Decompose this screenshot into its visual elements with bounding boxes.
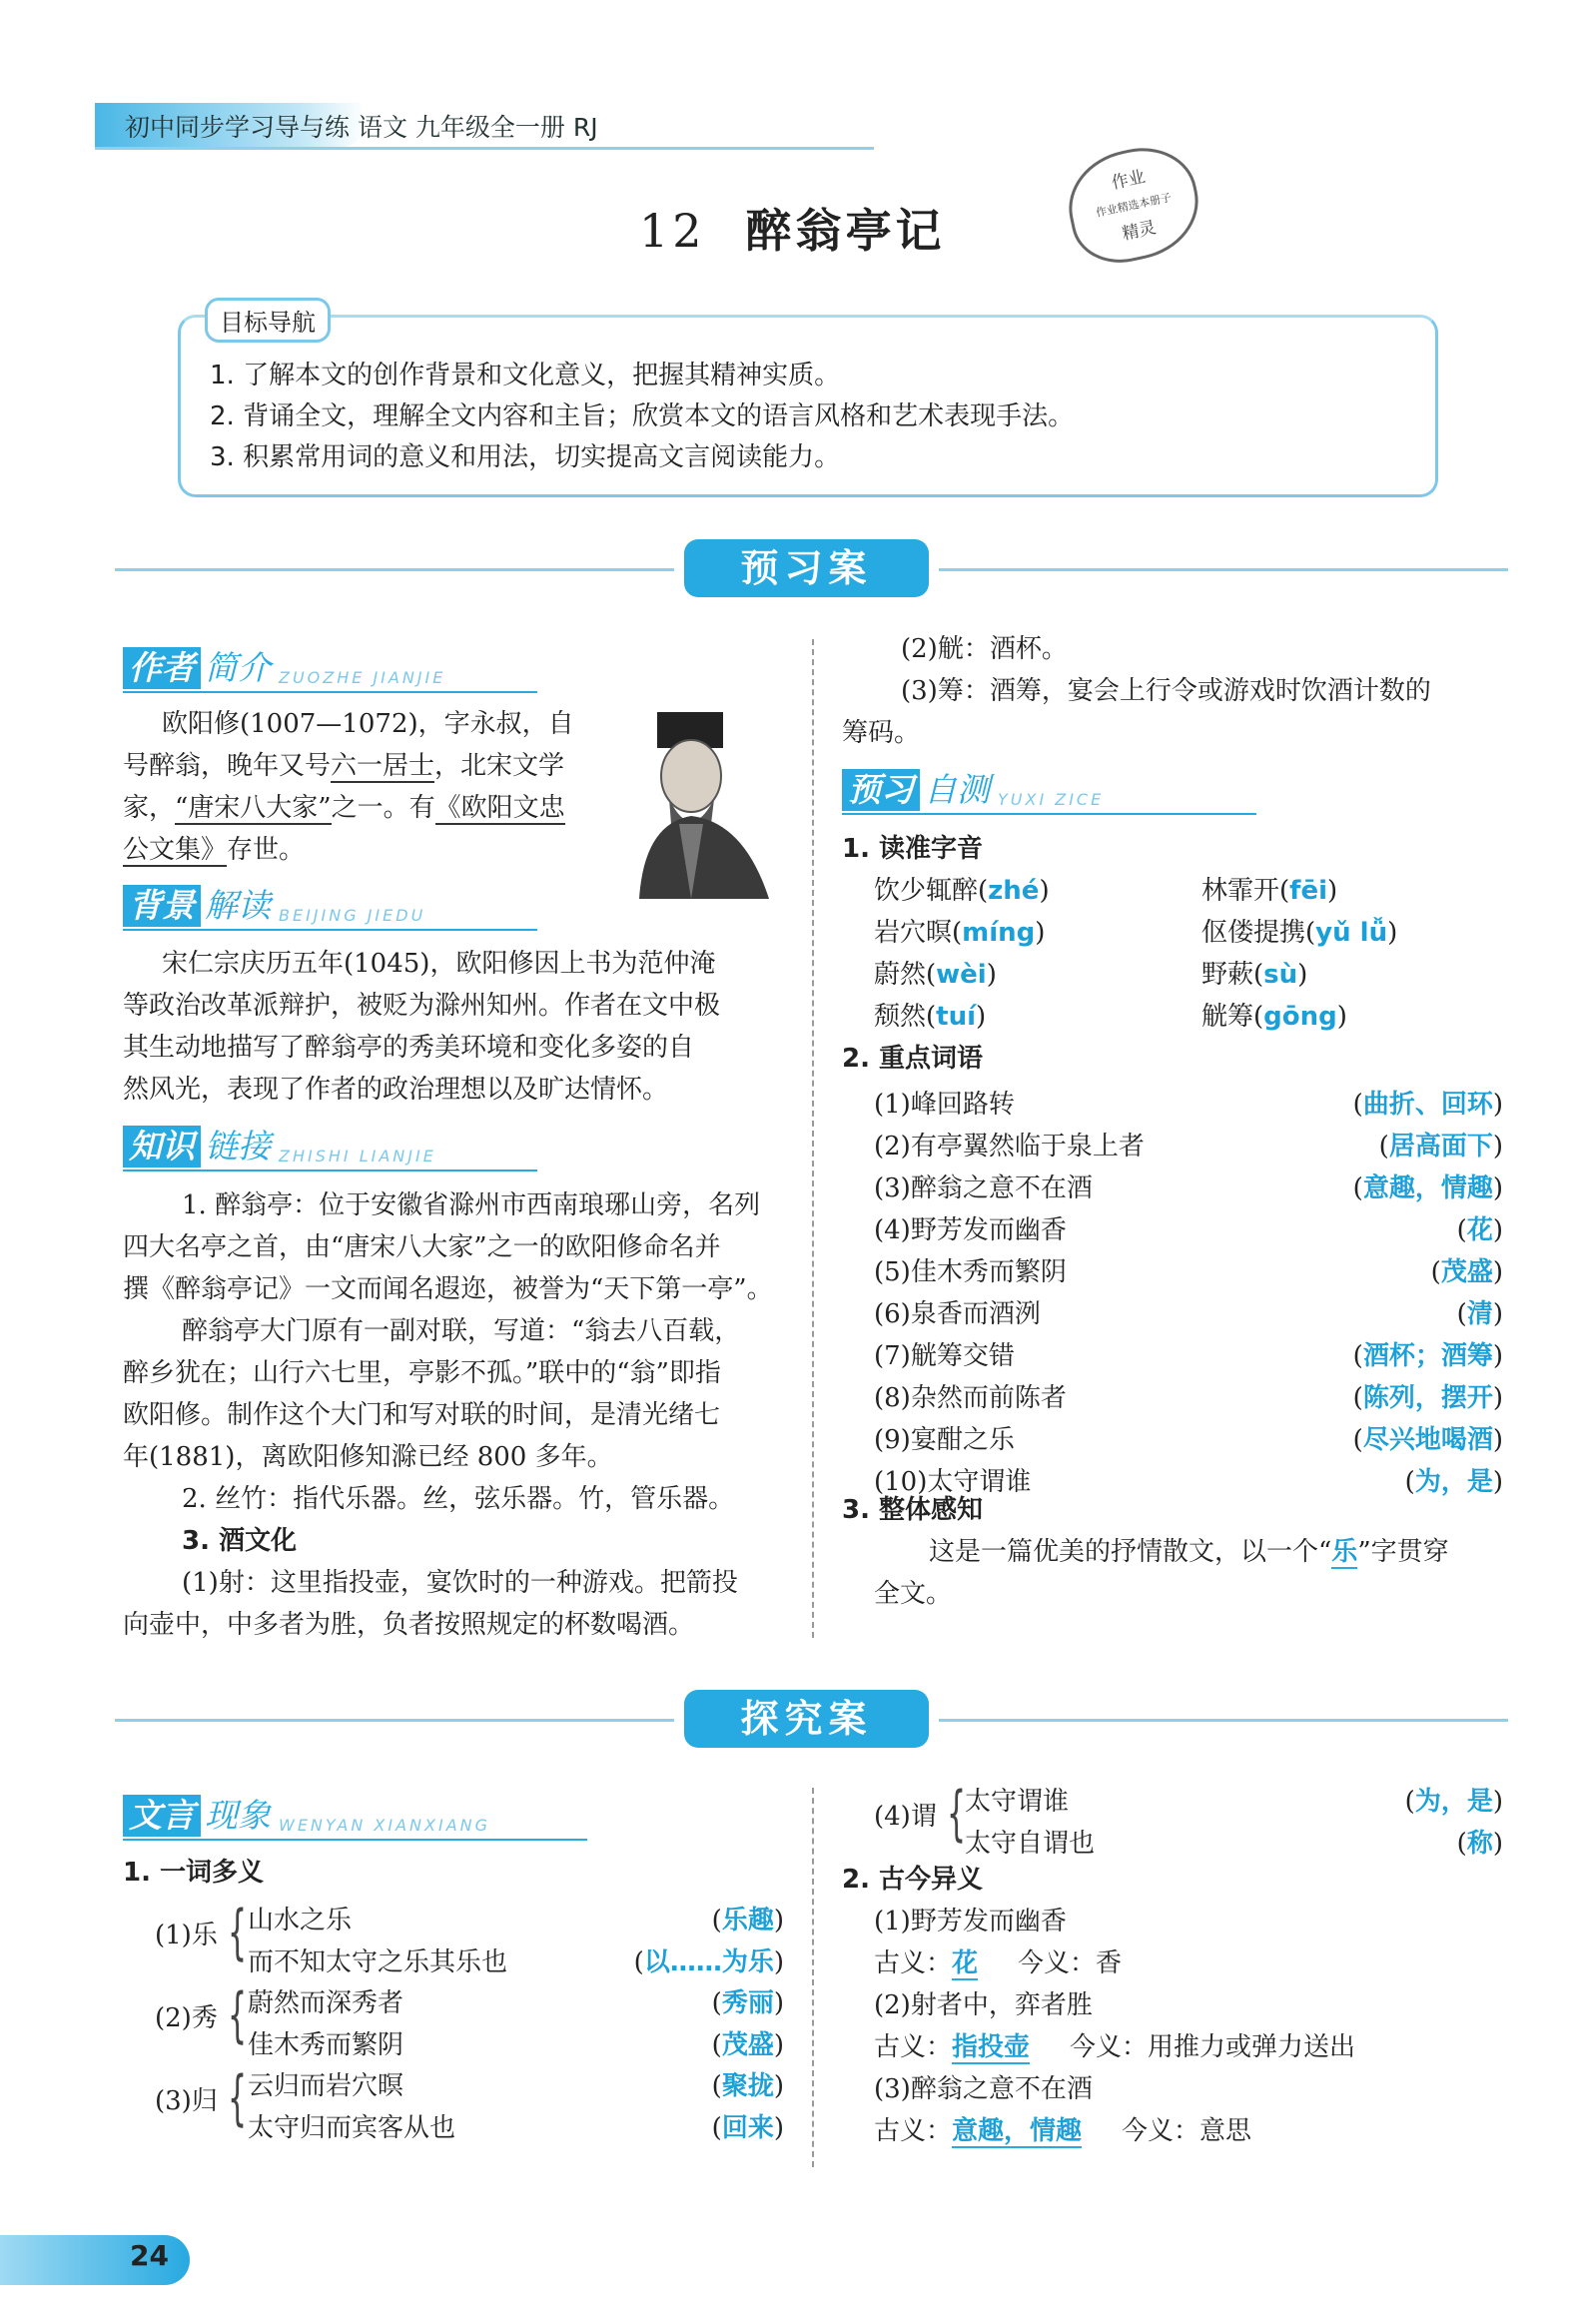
heading-text: 链接 — [205, 1127, 271, 1165]
heading-block: 知识 — [123, 1126, 201, 1167]
heading-block: 作者 — [123, 647, 201, 689]
pron-item: 颓然(tuí) — [874, 1002, 987, 1032]
word-item: (4)野芳发而幽香 (花) — [874, 1215, 1503, 1245]
pron-item: 野蔌(sù) — [1201, 960, 1308, 990]
banner-label: 预习案 — [684, 539, 929, 597]
knowledge-line: 3. 酒文化 — [182, 1526, 298, 1556]
goal-item: 3. 积累常用词的意义和用法，切实提高文言阅读能力。 — [210, 442, 841, 472]
section-heading-background — [123, 885, 425, 927]
heading-pinyin: BEIJING JIEDU — [279, 906, 426, 925]
pron-item: 林霏开(fēi) — [1201, 876, 1338, 906]
author-line: 家，“唐宋八大家”之一。有《欧阳文忠 — [123, 793, 565, 823]
heading-text: 现象 — [205, 1796, 271, 1835]
section-banner-explore — [115, 1690, 1508, 1750]
polysemy-row: 云归而岩穴暝 (聚拢) — [248, 2071, 784, 2101]
knowledge-line: (3)筹：酒筹，宴会上行令或游戏时饮酒计数的 — [901, 676, 1431, 706]
knowledge-line: 醉翁亭大门原有一副对联，写道：“翁去八百载， — [182, 1316, 741, 1346]
knowledge-line: (1)射：这里指投壶，宴饮时的一种游戏。把箭投 — [182, 1568, 738, 1598]
heading-pinyin: ZHISHI LIANJIE — [279, 1147, 436, 1165]
heading-text: 自测 — [924, 770, 990, 809]
section-heading-wenyan — [123, 1795, 490, 1837]
knowledge-line: 向壶中，中多者为胜，负者按照规定的杯数喝酒。 — [123, 1610, 695, 1640]
gujin-answer: 古义：指投壶 今义：用推力或弹力送出 — [874, 2032, 1356, 2062]
column-divider — [812, 639, 814, 1638]
polysemy-row: 佳木秀而繁阴 (茂盛) — [248, 2030, 784, 2060]
heading-pinyin: ZUOZHE JIANJIE — [279, 668, 446, 687]
author-line: 公文集》存世。 — [123, 835, 306, 865]
knowledge-line: 欧阳修。制作这个大门和写对联的时间，是清光绪七 — [123, 1400, 721, 1430]
word-item: (6)泉香而酒洌 (清) — [874, 1299, 1503, 1329]
polysemy-label: (2)秀 — [155, 2003, 218, 2033]
section-heading-knowledge — [123, 1126, 436, 1167]
polysemy-label: (1)乐 — [155, 1921, 218, 1950]
brace-icon: { — [947, 1779, 967, 1849]
polysemy-row: 太守自谓也 (称) — [965, 1829, 1503, 1859]
question-title: 3. 整体感知 — [842, 1495, 984, 1525]
stamp-text: 精灵 — [1120, 218, 1159, 245]
question-title: 1. 读准字音 — [842, 834, 984, 864]
polysemy-row: 山水之乐 (乐趣) — [248, 1906, 784, 1936]
gujin-question: (1)野芳发而幽香 — [874, 1907, 1067, 1937]
background-line: 宋仁宗庆历五年(1045)，欧阳修因上书为范仲淹 — [162, 949, 716, 979]
knowledge-line: (2)觥：酒杯。 — [901, 634, 1068, 664]
gujin-answer: 古义：意趣，情趣 今义：意思 — [874, 2116, 1252, 2146]
knowledge-line: 醉乡犹在；山行六七里，亭影不孤。”联中的“翁”即指 — [123, 1358, 721, 1388]
gujin-question: (3)醉翁之意不在酒 — [874, 2074, 1093, 2104]
heading-block: 预习 — [842, 769, 920, 811]
word-item: (10)太守谓谁 (为，是) — [874, 1467, 1503, 1497]
question-title: 2. 重点词语 — [842, 1044, 984, 1074]
stamp-text: 作业精选本册子 — [1095, 191, 1174, 220]
goal-item: 1. 了解本文的创作背景和文化意义，把握其精神实质。 — [210, 361, 841, 390]
column-divider — [812, 1788, 814, 2167]
polysemy-row: 太守谓谁 (为，是) — [965, 1787, 1503, 1817]
stamp-text: 作业 — [1110, 167, 1148, 194]
lesson-title — [639, 195, 946, 261]
author-line: 号醉翁，晚年又号六一居士，北宋文学 — [123, 751, 565, 781]
polysemy-label: (3)归 — [155, 2086, 218, 2116]
knowledge-line: 1. 醉翁亭：位于安徽省滁州市西南琅琊山旁，名列 — [182, 1190, 761, 1220]
polysemy-row: 太守归而宾客从也 (回来) — [248, 2113, 784, 2143]
lesson-number: 12 — [639, 204, 706, 258]
heading-text: 简介 — [205, 648, 271, 687]
knowledge-line: 年(1881)，离欧阳修知滁已经 800 多年。 — [123, 1442, 613, 1472]
goals-tag: 目标导航 — [205, 298, 331, 343]
heading-block: 背景 — [123, 885, 201, 927]
banner-label: 探究案 — [684, 1690, 929, 1748]
brace-icon: { — [228, 2063, 248, 2133]
gujin-answer: 古义：花 今义：香 — [874, 1948, 1123, 1978]
heading-pinyin: WENYAN XIANXIANG — [279, 1816, 491, 1835]
page-number-tab — [95, 2235, 195, 2285]
author-line: 欧阳修(1007—1072)，字永叔，自 — [162, 709, 574, 739]
pron-item: 伛偻提携(yǔ lǚ) — [1201, 918, 1398, 948]
section-heading-author — [123, 647, 445, 689]
polysemy-row: 而不知太守之乐其乐也 (以……为乐) — [248, 1947, 784, 1977]
word-item: (7)觥筹交错 (酒杯；酒筹) — [874, 1341, 1503, 1371]
book-title: 初中同步学习导与练 语文 九年级全一册 RJ — [125, 113, 598, 142]
page-number: 24 — [130, 2239, 169, 2272]
knowledge-line: 2. 丝竹：指代乐器。丝，弦乐器。竹，管乐器。 — [182, 1484, 735, 1514]
gujin-question: (2)射者中，弈者胜 — [874, 1990, 1093, 2020]
section-heading-selftest — [842, 769, 1104, 811]
brace-icon: { — [228, 1898, 248, 1967]
pron-item: 觥筹(gōng) — [1201, 1002, 1347, 1032]
background-line: 其生动地描写了醉翁亭的秀美环境和变化多姿的自 — [123, 1033, 695, 1063]
heading-block: 文言 — [123, 1795, 201, 1837]
section-banner-preview — [115, 539, 1508, 599]
ouyang-xiu-portrait-icon — [619, 704, 784, 899]
summary-line: 这是一篇优美的抒情散文，以一个“乐”字贯穿 — [929, 1537, 1449, 1567]
word-item: (3)醉翁之意不在酒 (意趣，情趣) — [874, 1173, 1503, 1203]
knowledge-line: 筹码。 — [842, 718, 921, 748]
polysemy-label: (4)谓 — [874, 1802, 937, 1832]
word-item: (8)杂然而前陈者 (陈列，摆开) — [874, 1383, 1503, 1413]
pron-item: 蔚然(wèi) — [874, 960, 997, 990]
lesson-title-text: 醉翁亭记 — [745, 204, 946, 258]
polysemy-row: 蔚然而深秀者 (秀丽) — [248, 1988, 784, 2018]
word-item: (1)峰回路转 (曲折、回环) — [874, 1090, 1503, 1120]
background-line: 然风光，表现了作者的政治理想以及旷达情怀。 — [123, 1075, 669, 1105]
heading-pinyin: YUXI ZICE — [998, 790, 1105, 809]
summary-line: 全文。 — [874, 1579, 953, 1609]
homework-stamp-icon — [1059, 138, 1208, 273]
brace-icon: { — [228, 1980, 248, 2050]
pron-item: 岩穴暝(míng) — [874, 918, 1046, 948]
goal-item: 2. 背诵全文，理解全文内容和主旨；欣赏本文的语言风格和艺术表现手法。 — [210, 401, 1075, 431]
word-item: (5)佳木秀而繁阴 (茂盛) — [874, 1257, 1503, 1287]
knowledge-line: 四大名亭之首，由“唐宋八大家”之一的欧阳修命名并 — [123, 1232, 721, 1262]
question-title: 2. 古今异义 — [842, 1865, 984, 1895]
question-title: 1. 一词多义 — [123, 1858, 265, 1888]
word-item: (2)有亭翼然临于泉上者 (居高面下) — [874, 1132, 1503, 1162]
knowledge-line: 撰《醉翁亭记》一文而闻名遐迩，被誉为“天下第一亭”。 — [123, 1274, 773, 1304]
heading-text: 解读 — [205, 886, 271, 925]
pron-item: 饮少辄醉(zhé) — [874, 876, 1050, 906]
background-line: 等政治改革派辩护，被贬为滁州知州。作者在文中极 — [123, 991, 721, 1021]
word-item: (9)宴酣之乐 (尽兴地喝酒) — [874, 1425, 1503, 1455]
